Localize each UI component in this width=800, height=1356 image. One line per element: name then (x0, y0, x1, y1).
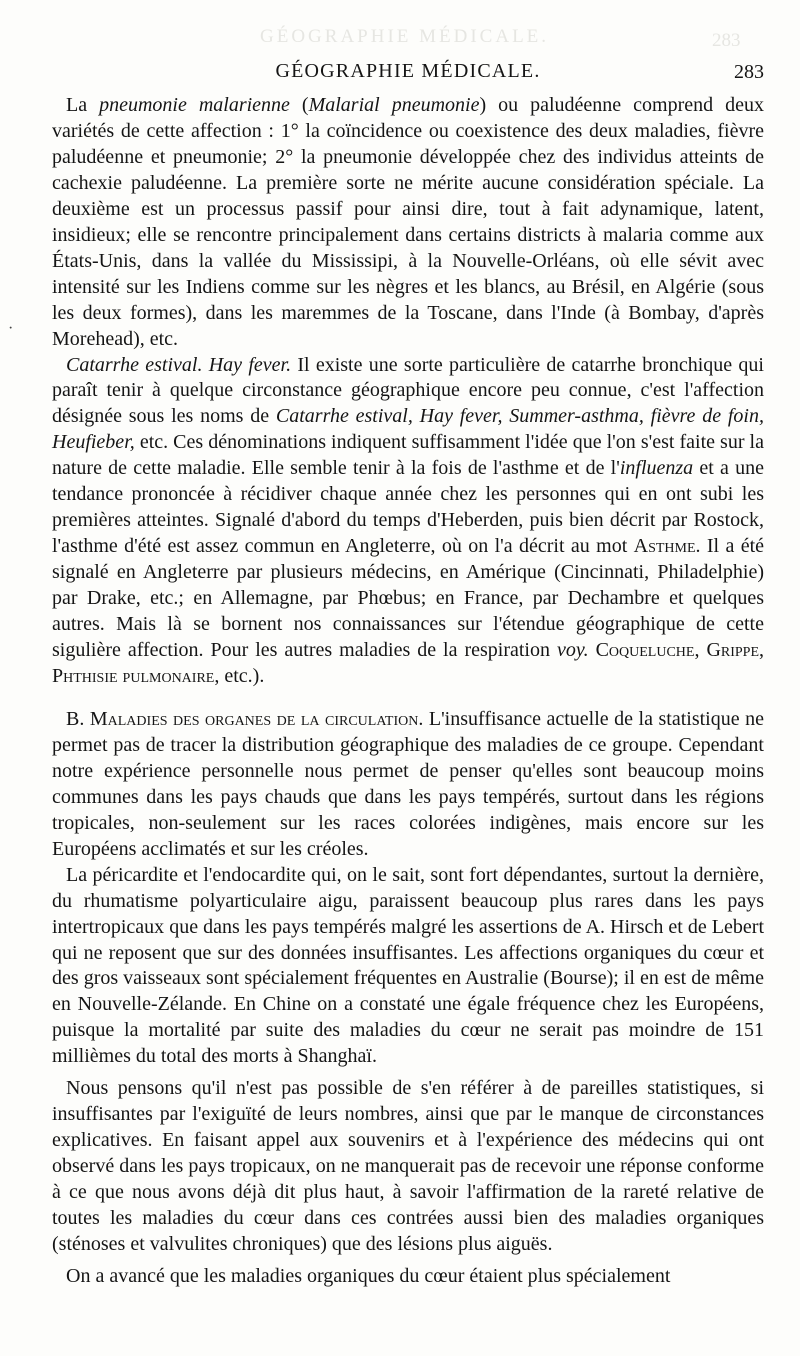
italic-run: Malarial pneumonie (308, 94, 480, 116)
small-caps-run: Grippe (706, 639, 760, 662)
italic-run: pneumonie malarienne (99, 94, 290, 116)
italic-run: Catarrhe estival, Hay fever, Summer-asthma, fièvre de foin, Heufieber, (52, 405, 764, 454)
text-run: . Il a été signalé en Angleterre par plusieurs médecins, en Amérique (Cincinnati, Philadelphie) par Drake, etc.; en Allemagne, par Phœbus; en France, par Dechambre et quelques autres. Mais là se bornent nos connaissances sur l'étendue géographique de cette sigulière affection. Pour les autres maladies de la respiration (52, 535, 765, 662)
small-caps-run: Coqueluche (595, 639, 695, 662)
text-run: La péricardite et l'endocardite qui, on le sait, sont fort dépendantes, surtout la dernière, du rhumatisme polyarticulaire aigu, paraissent beaucoup plus rares dans les pays intertropicaux que dans les pays tempérés malgré les assertions de A. Hirsch et de Lebert qui ne reposent que sur des données insuffisantes. Les affections organiques du cœur et des gros vaisseaux sont spécialement fréquentes en Australie (Bourse); il en est de même en Nouvelle-Zélande. En Chine on a constaté une égale fréquence chez les Européens, puisque la mortalité par suite des maladies du cœur ne serait pas moindre de 151 millièmes du total des morts à Shanghaï. (52, 863, 764, 1068)
small-caps-run: Asthme (633, 535, 696, 558)
text-run: B. (66, 707, 90, 730)
small-caps-run: Maladies des organes de la circulation (89, 707, 419, 730)
body-text (52, 93, 764, 1290)
italic-run: voy. (556, 639, 589, 662)
text-run: , (694, 639, 707, 662)
margin-dot: · (8, 320, 14, 337)
italic-run: Catarrhe estival. Hay fever. (66, 353, 292, 376)
bleed-through-text: GÉOGRAPHIE MÉDICALE. (260, 26, 550, 47)
paragraph-pericardite (52, 863, 764, 1071)
paragraph-organic-diseases (52, 1264, 764, 1290)
text-run: , etc.). (214, 664, 265, 687)
paragraph-statistics (52, 1076, 764, 1258)
text-run: Il existe une sorte particulière de catarrhe bronchique qui paraît tenir à quelque circonstance géographique encore peu connue, c'est l'affection désignée sous les noms de (52, 353, 764, 428)
paragraph-catarrhe-estival (52, 353, 764, 690)
italic-run: influenza (619, 457, 694, 480)
text-run: . L'insuffisance actuelle de la statistique ne permet pas de tracer la distribution géographique des maladies de ce groupe. Cependant notre expérience personnelle nous permet de penser qu'elles sont beaucoup moins communes dans les pays chauds que dans les pays tempérés, surtout dans les régions tropicales, non-seulement sur les races colorées indigènes, mais encore sur les Européens acclimatés et sur les créoles. (52, 707, 765, 860)
text-run: et a une tendance prononcée à récidiver chaque année chez les personnes qui en ont subi les premières atteintes. Signalé d'abord du temps d'Heberden, puis bien décrit par Rostock, l'asthme d'été est assez commun en Angleterre, où on l'a décrit au mot (52, 457, 765, 558)
running-title: GÉOGRAPHIE MÉDICALE. (275, 60, 541, 82)
text-run: ) ou paludéenne comprend deux variétés de cette affection : 1° la coïncidence ou coexistence des deux maladies, fièvre paludéenne et pneumonie; 2° la pneumonie développée chez des individus atteints de cachexie paludéenne. La première sorte ne mérite aucune considération spéciale. La deuxième est un processus passif pour ainsi dire, tout à fait adynamique, latent, insidieux; elle se rencontre principalement dans certains districts à malaria comme aux États-Unis, dans la vallée du Mississipi, à la Nouvelle-Orléans, où elle sévit avec intensité sur les Indiens comme sur les nègres et les blancs, au Brésil, en Algérie (sous les deux formes), dans les maremmes de la Toscane, dans l'Inde (à Bombay, d'après Morehead), etc. (52, 94, 764, 350)
text-run: On a avancé que les maladies organiques du cœur étaient plus spécialement (66, 1264, 671, 1287)
page-number: 283 (734, 61, 764, 83)
bleed-through-number: 283 (712, 30, 741, 51)
paragraph-malarial-pneumonia (52, 93, 764, 353)
text-run: , (759, 639, 765, 662)
small-caps-run: Phthisie pulmonaire (52, 664, 215, 687)
text-run: ( (289, 94, 309, 116)
page-header (52, 58, 764, 86)
text-run: etc. Ces dénominations indiquent suffisamment l'idée que l'on s'est faite sur la nature de cette maladie. Elle semble tenir à la fois de l'asthme et de l' (52, 431, 764, 480)
paragraph-circulation-diseases (52, 707, 764, 863)
text-run (589, 639, 596, 661)
text-run: Nous pensons qu'il n'est pas possible de s'en référer à de pareilles statistiques, si insuffisantes par l'exiguïté de leurs nombres, ainsi que par le manque de circonstances explicatives. En faisant appel aux souvenirs et à l'expérience des médecins qui ont observé dans les pays tropicaux, on ne manquerait pas de recevoir une réponse conforme à ce que nous avons déjà dit plus haut, à savoir l'affirmation de la rareté relative de toutes les maladies du cœur dans ces contrées aussi bien des maladies organiques (sténoses et valvulites chroniques) que des lésions plus aiguës. (52, 1077, 764, 1255)
text-run: La (66, 94, 100, 116)
